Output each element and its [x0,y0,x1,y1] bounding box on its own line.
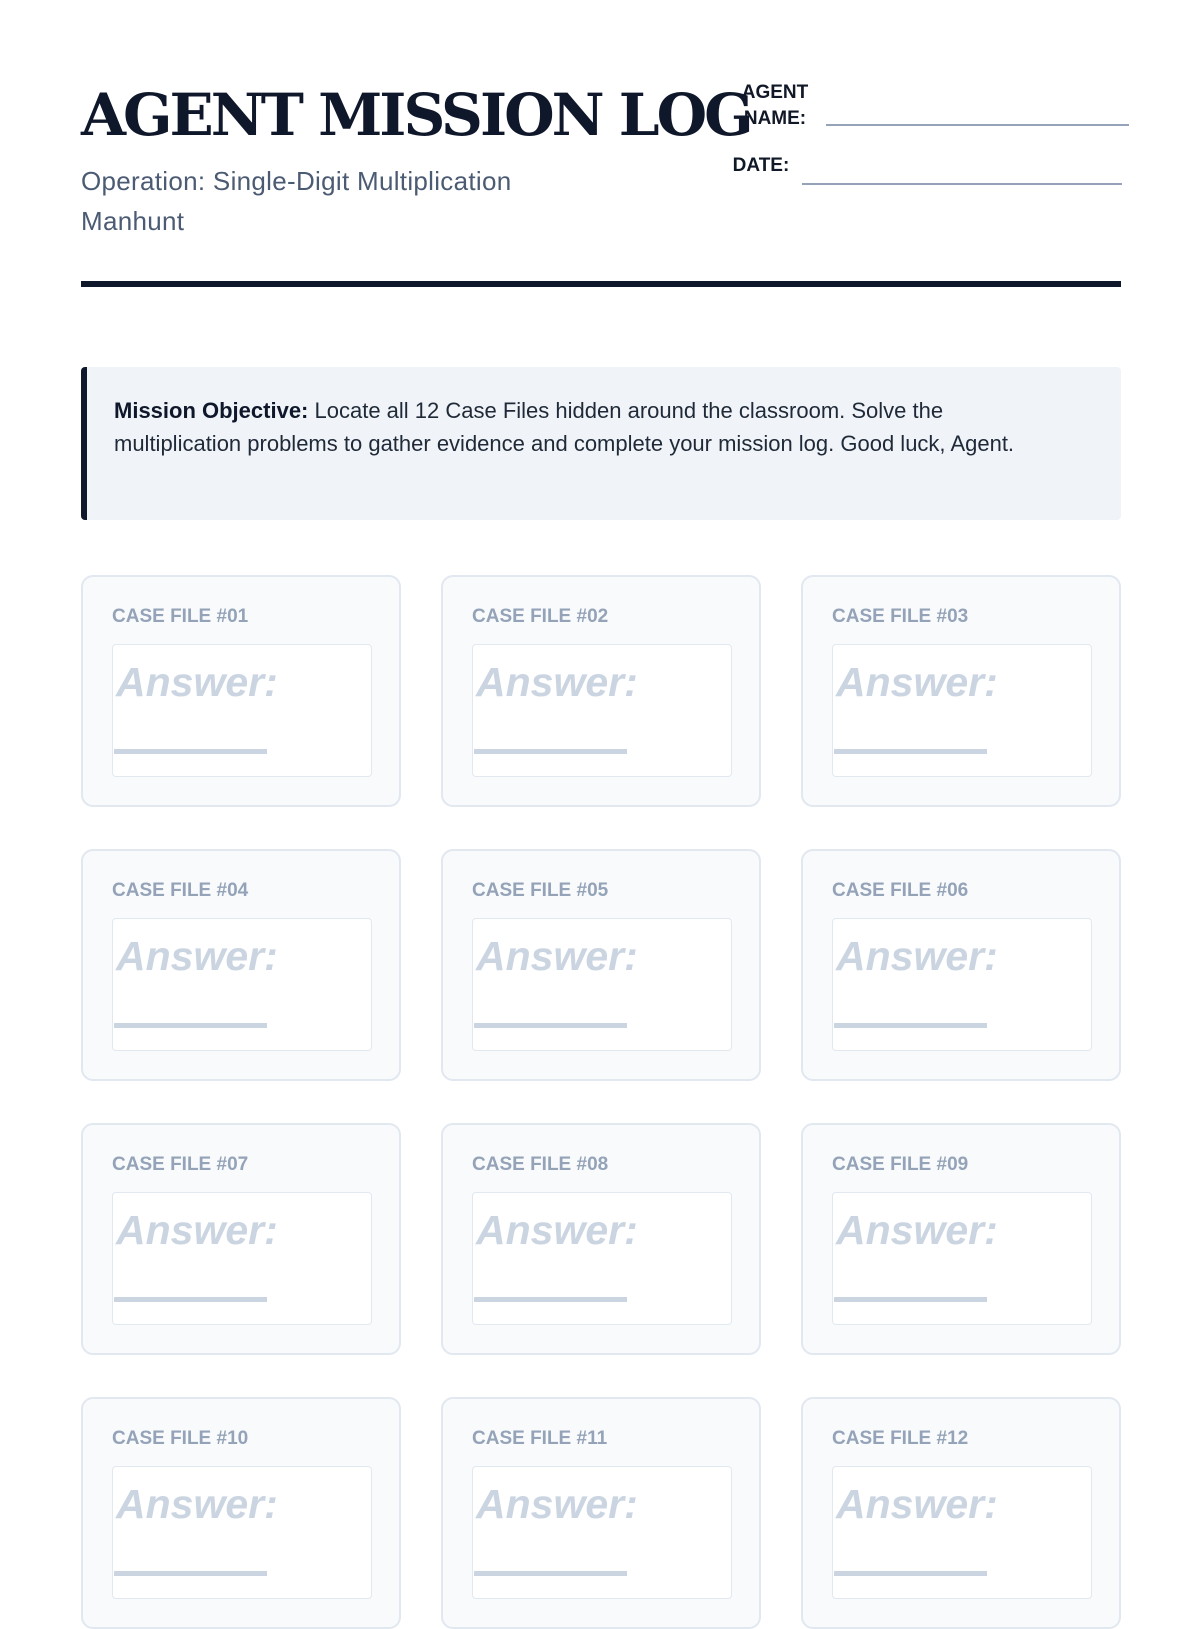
date-label: DATE: [732,155,790,176]
objective-text: Locate all 12 Case Files hidden around the classroom. Solve the multiplication problems to gather evidence and complete your mission log. Good luck, Agent. [114,398,1015,456]
answer-box[interactable] [832,1192,1092,1325]
case-file-card [801,849,1121,1081]
case-file-label: CASE FILE #02 [472,606,609,627]
case-file-card [81,849,401,1081]
case-file-card [801,1397,1121,1629]
answer-line [474,749,627,754]
worksheet-page [81,0,1121,1527]
case-file-label: CASE FILE #11 [472,1428,608,1449]
answer-line [834,1571,987,1576]
answer-placeholder: Answer: [116,1207,278,1253]
answer-line [114,749,267,754]
case-file-label: CASE FILE #05 [472,880,609,901]
answer-box[interactable] [832,918,1092,1051]
answer-line [834,749,987,754]
answer-line [834,1297,987,1302]
objective-label: Mission Objective: [114,398,309,423]
answer-box[interactable] [832,1466,1092,1599]
answer-placeholder: Answer: [836,1481,998,1527]
case-file-label: CASE FILE #07 [112,1154,249,1175]
case-file-label: CASE FILE #01 [112,606,249,627]
answer-box[interactable] [832,644,1092,777]
answer-box[interactable] [112,1466,372,1599]
case-file-grid [81,575,1121,1629]
answer-placeholder: Answer: [116,1481,278,1527]
case-file-card [801,1123,1121,1355]
case-file-label: CASE FILE #12 [832,1428,969,1449]
answer-placeholder: Answer: [116,659,278,705]
answer-line [114,1571,267,1576]
answer-line [114,1297,267,1302]
answer-box[interactable] [472,1192,732,1325]
header [81,0,1121,290]
case-file-card [81,1123,401,1355]
answer-placeholder: Answer: [836,659,998,705]
case-file-label: CASE FILE #08 [472,1154,609,1175]
case-file-label: CASE FILE #03 [832,606,969,627]
page-title: AGENT MISSION LOG [81,81,751,149]
answer-box[interactable] [112,644,372,777]
answer-line [474,1571,627,1576]
answer-line [114,1023,267,1028]
page-subtitle: Operation: Single-Digit Multiplication Manhunt [81,166,512,236]
date-line[interactable] [802,183,1122,185]
answer-placeholder: Answer: [476,1481,638,1527]
answer-placeholder: Answer: [836,933,998,979]
answer-box[interactable] [472,1466,732,1599]
answer-box[interactable] [112,1192,372,1325]
case-file-card [441,1123,761,1355]
answer-placeholder: Answer: [836,1207,998,1253]
answer-placeholder: Answer: [116,933,278,979]
answer-placeholder: Answer: [476,659,638,705]
case-file-label: CASE FILE #10 [112,1428,249,1449]
case-file-card [81,575,401,807]
case-file-card [441,575,761,807]
mission-objective [81,367,1121,520]
case-file-card [441,849,761,1081]
case-file-label: CASE FILE #09 [832,1154,969,1175]
date-field [728,153,1122,179]
answer-line [474,1297,627,1302]
case-file-card [801,575,1121,807]
header-divider [81,281,1121,287]
case-file-label: CASE FILE #04 [112,880,249,901]
agent-name-field [734,80,1129,132]
answer-placeholder: Answer: [476,1207,638,1253]
answer-box[interactable] [112,918,372,1051]
agent-name-line[interactable] [826,124,1129,126]
agent-name-label: AGENT NAME: [741,82,809,129]
answer-line [474,1023,627,1028]
answer-box[interactable] [472,918,732,1051]
answer-line [834,1023,987,1028]
answer-placeholder: Answer: [476,933,638,979]
case-file-label: CASE FILE #06 [832,880,969,901]
answer-box[interactable] [472,644,732,777]
case-file-card [441,1397,761,1629]
case-file-card [81,1397,401,1629]
